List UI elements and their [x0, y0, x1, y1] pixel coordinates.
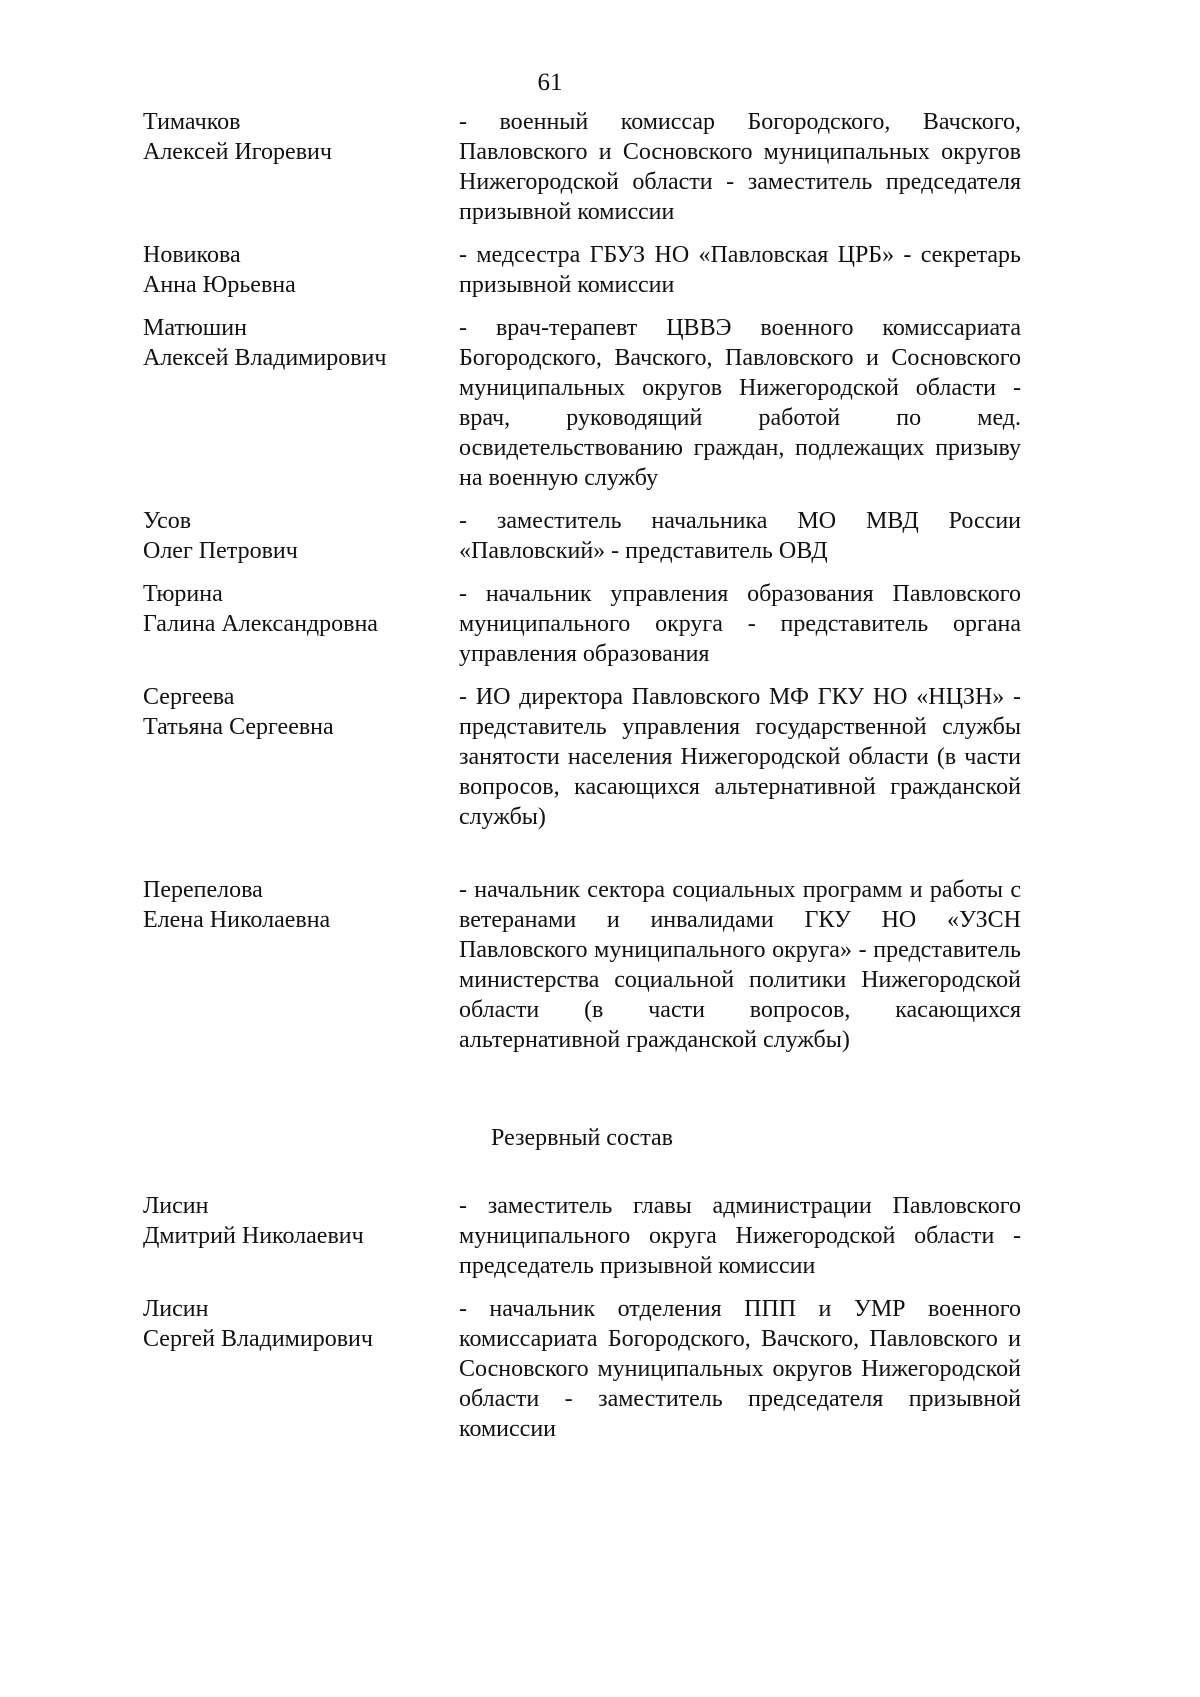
member-surname: Перепелова	[143, 877, 263, 903]
member-given-names: Галина Александровна	[143, 611, 378, 637]
member-role: - заместитель начальника МО МВД России «Павловский» - представитель ОВД	[459, 508, 1021, 564]
member-role: - ИО директора Павловского МФ ГКУ НО «НЦЗН» - представитель управления государственной службы занятости населения Нижегородской области (в части вопросов, касающихся альтернативной гражданской службы)	[459, 684, 1021, 830]
member-name	[143, 1191, 443, 1251]
member-name	[143, 240, 443, 300]
member-given-names: Анна Юрьевна	[143, 272, 296, 298]
member-role: - начальник сектора социальных программ и работы с ветеранами и инвалидами ГКУ НО «УЗСН Павловского муниципального округа» - представитель министерства социальной политики Нижегородской области (в части вопросов, касающихся альтернативной гражданской службы)	[459, 877, 1021, 1053]
member-name	[143, 1294, 443, 1354]
member-given-names: Дмитрий Николаевич	[143, 1223, 364, 1249]
member-given-names: Алексей Владимирович	[143, 345, 387, 371]
member-name	[143, 875, 443, 935]
member-surname: Сергеева	[143, 684, 235, 710]
member-role: - начальник управления образования Павловского муниципального округа - представитель органа управления образования	[459, 581, 1021, 667]
member-role: - начальник отделения ППП и УМР военного комиссариата Богородского, Вачского, Павловского и Сосновского муниципальных округов Нижегородской области - заместитель председателя призывной комиссии	[459, 1296, 1021, 1442]
member-name	[143, 682, 443, 742]
member-role: - медсестра ГБУЗ НО «Павловская ЦРБ» - секретарь призывной комиссии	[459, 242, 1021, 298]
member-surname: Тимачков	[143, 109, 241, 135]
member-role: - врач-терапевт ЦВВЭ военного комиссариата Богородского, Вачского, Павловского и Сосновского муниципальных округов Нижегородской области - врач, руководящий работой по мед. освидетельствованию граждан, подлежащих призыву на военную службу	[459, 315, 1021, 491]
member-surname: Лисин	[143, 1193, 209, 1219]
member-given-names: Сергей Владимирович	[143, 1326, 373, 1352]
member-given-names: Татьяна Сергеевна	[143, 714, 334, 740]
member-surname: Матюшин	[143, 315, 247, 341]
member-given-names: Олег Петрович	[143, 538, 298, 564]
reserve-heading: Резервный состав	[491, 1125, 673, 1151]
member-role: - военный комиссар Богородского, Вачского, Павловского и Сосновского муниципальных округов Нижегородской области - заместитель председателя призывной комиссии	[459, 109, 1021, 225]
member-surname: Лисин	[143, 1296, 209, 1322]
page-number: 61	[537, 69, 563, 96]
member-surname: Новикова	[143, 242, 241, 268]
member-given-names: Елена Николаевна	[143, 907, 331, 933]
member-given-names: Алексей Игоревич	[143, 139, 332, 165]
member-surname: Тюрина	[143, 581, 223, 607]
member-name	[143, 579, 443, 639]
member-name	[143, 313, 443, 373]
member-surname: Усов	[143, 508, 192, 534]
member-name	[143, 506, 443, 566]
member-role: - заместитель главы администрации Павловского муниципального округа Нижегородской области - председатель призывной комиссии	[459, 1193, 1021, 1279]
member-name	[143, 107, 443, 167]
